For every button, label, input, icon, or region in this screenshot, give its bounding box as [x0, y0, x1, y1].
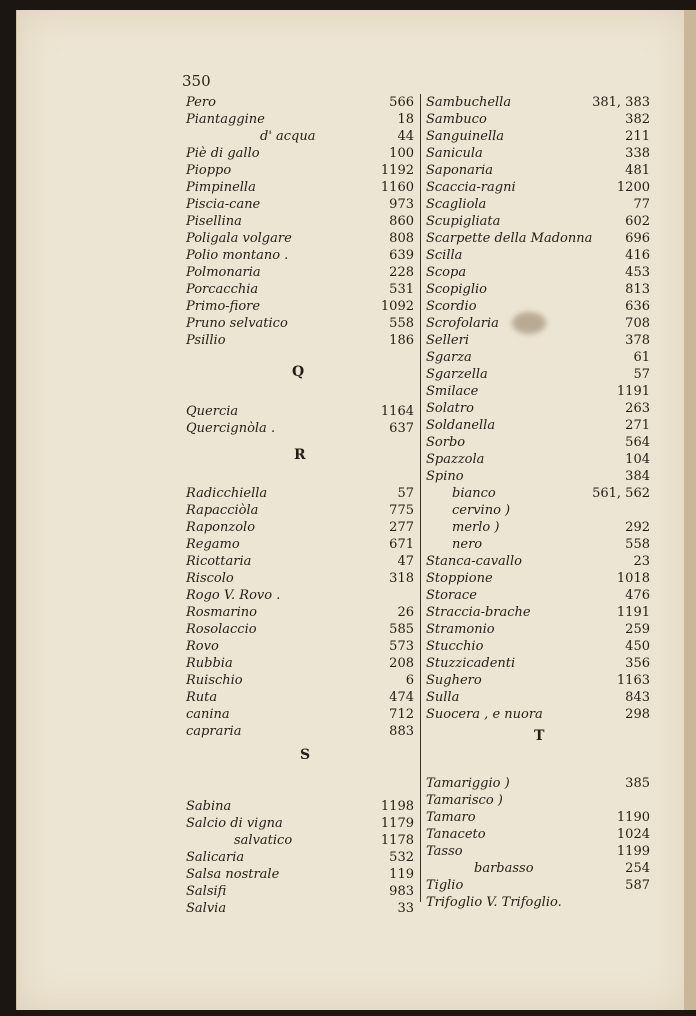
entry-term: Rogo V. Rovo .: [186, 588, 281, 603]
entry-page-number: 384: [625, 469, 650, 484]
index-entry: [426, 400, 650, 417]
entry-page-number: 298: [625, 707, 650, 722]
entry-page-number: 338: [625, 146, 650, 161]
entry-term: Sgarza: [426, 350, 472, 365]
section-letter-s: S: [300, 747, 311, 763]
entry-page-number: 1199: [616, 844, 650, 859]
entry-page-number: 271: [625, 418, 650, 433]
entry-page-number: 474: [389, 690, 414, 705]
index-entry: [186, 420, 414, 437]
index-entry: [186, 553, 414, 570]
entry-term: Scarpette della Madonna: [426, 231, 593, 246]
index-entry: [426, 485, 650, 502]
index-entry: [426, 298, 650, 315]
entry-term: Scilla: [426, 248, 463, 263]
section-letter-t: T: [534, 728, 545, 744]
index-entry: [426, 706, 650, 723]
entry-term: Tamarisco ): [426, 793, 503, 808]
entry-term: d' acqua: [260, 129, 316, 144]
index-entry: [186, 437, 414, 485]
entry-page-number: 531: [389, 282, 414, 297]
entry-page-number: 263: [625, 401, 650, 416]
index-entry: [426, 655, 650, 672]
entry-page-number: 57: [397, 486, 414, 501]
entry-page-number: 277: [389, 520, 414, 535]
index-entry: [186, 403, 414, 420]
index-entry: [426, 751, 650, 775]
entry-term: Sanicula: [426, 146, 483, 161]
entry-term: Spazzola: [426, 452, 485, 467]
right-index-column: [426, 94, 650, 911]
entry-term: Trifoglio V. Trifoglio.: [426, 895, 562, 910]
entry-page-number: 712: [389, 707, 414, 722]
entry-term: Polmonaria: [186, 265, 261, 280]
index-entry: [186, 145, 414, 162]
index-entry: [426, 894, 650, 911]
index-entry: [426, 604, 650, 621]
entry-term: Sughero: [426, 673, 482, 688]
index-entry: [426, 519, 650, 536]
entry-term: Regamo: [186, 537, 240, 552]
entry-page-number: 381, 383: [592, 95, 650, 110]
entry-page-number: 61: [633, 350, 650, 365]
index-entry: [426, 451, 650, 468]
entry-page-number: 973: [389, 197, 414, 212]
index-entry: [186, 621, 414, 638]
index-entry: [426, 723, 650, 751]
entry-term: Pimpinella: [186, 180, 256, 195]
entry-term: merlo ): [452, 520, 500, 535]
entry-page-number: 1192: [380, 163, 414, 178]
entry-page-number: 573: [389, 639, 414, 654]
index-entry: [186, 128, 414, 145]
entry-term: Smilace: [426, 384, 479, 399]
entry-term: Pioppo: [186, 163, 232, 178]
index-entry: [186, 264, 414, 281]
index-entry: [186, 638, 414, 655]
entry-page-number: 1018: [616, 571, 650, 586]
entry-page-number: 356: [625, 656, 650, 671]
entry-term: Stoppione: [426, 571, 493, 586]
entry-term: Sabina: [186, 799, 232, 814]
entry-page-number: 561, 562: [592, 486, 650, 501]
entry-page-number: 1178: [380, 833, 414, 848]
section-letter-r: R: [294, 447, 306, 463]
index-entry: [426, 553, 650, 570]
index-entry: [426, 145, 650, 162]
entry-term: Sambuchella: [426, 95, 512, 110]
index-entry: [426, 877, 650, 894]
entry-term: Stramonio: [426, 622, 495, 637]
index-entry: [186, 849, 414, 866]
entry-term: Piantaggine: [186, 112, 265, 127]
entry-page-number: 602: [625, 214, 650, 229]
entry-page-number: 481: [625, 163, 650, 178]
entry-term: Tiglio: [426, 878, 464, 893]
entry-term: Rovo: [186, 639, 219, 654]
index-entry: [426, 349, 650, 366]
index-entry: [426, 332, 650, 349]
entry-term: Salvia: [186, 901, 227, 916]
entry-page-number: 843: [625, 690, 650, 705]
entry-term: Tamaro: [426, 810, 476, 825]
index-entry: [426, 672, 650, 689]
entry-term: Piscia-cane: [186, 197, 261, 212]
entry-term: Suocera , e nuora: [426, 707, 543, 722]
entry-page-number: 385: [625, 776, 650, 791]
entry-page-number: 883: [389, 724, 414, 739]
index-entry: [426, 315, 650, 332]
entry-page-number: 18: [397, 112, 414, 127]
entry-term: Primo-fiore: [186, 299, 261, 314]
entry-page-number: 1191: [616, 384, 650, 399]
entry-page-number: 100: [389, 146, 414, 161]
entry-term: Stanca-cavallo: [426, 554, 522, 569]
entry-term: Piè di gallo: [186, 146, 260, 161]
index-entry: [426, 860, 650, 877]
entry-page-number: 228: [389, 265, 414, 280]
index-entry: [426, 638, 650, 655]
index-entry: [186, 502, 414, 519]
entry-page-number: 476: [625, 588, 650, 603]
entry-page-number: 636: [625, 299, 650, 314]
entry-term: Solatro: [426, 401, 474, 416]
entry-term: Scaccia-ragni: [426, 180, 516, 195]
column-divider: [420, 94, 421, 902]
entry-page-number: 104: [625, 452, 650, 467]
entry-page-number: 587: [625, 878, 650, 893]
entry-page-number: 259: [625, 622, 650, 637]
index-entry: [186, 196, 414, 213]
entry-term: bianco: [452, 486, 496, 501]
entry-term: Salsa nostrale: [186, 867, 280, 882]
index-entry: [186, 485, 414, 502]
index-entry: [426, 281, 650, 298]
entry-page-number: 450: [625, 639, 650, 654]
index-entry: [186, 213, 414, 230]
entry-page-number: 1164: [380, 404, 414, 419]
entry-term: Salcio di vigna: [186, 816, 283, 831]
index-entry: [186, 519, 414, 536]
entry-term: Scupigliata: [426, 214, 501, 229]
index-entry: [426, 213, 650, 230]
entry-term: Sulla: [426, 690, 460, 705]
left-index-column: [186, 94, 414, 917]
entry-page-number: 1024: [616, 827, 650, 842]
entry-term: Sambuco: [426, 112, 487, 127]
entry-page-number: 639: [389, 248, 414, 263]
entry-term: Rosolaccio: [186, 622, 257, 637]
index-entry: [426, 417, 650, 434]
index-entry: [426, 468, 650, 485]
entry-term: Rapacciòla: [186, 503, 259, 518]
entry-page-number: 47: [397, 554, 414, 569]
index-entry: [186, 247, 414, 264]
section-letter-q: Q: [292, 364, 305, 380]
index-entry: [186, 315, 414, 332]
index-entry: [426, 502, 650, 519]
page-number: 350: [182, 72, 211, 90]
index-entry: [186, 179, 414, 196]
entry-term: Sgarzella: [426, 367, 488, 382]
entry-page-number: 1198: [380, 799, 414, 814]
entry-term: Soldanella: [426, 418, 496, 433]
entry-page-number: 585: [389, 622, 414, 637]
entry-term: Rubbia: [186, 656, 233, 671]
entry-term: Tanaceto: [426, 827, 486, 842]
index-entry: [426, 775, 650, 792]
entry-page-number: 6: [405, 673, 414, 688]
index-entry: [186, 349, 414, 403]
entry-term: Quercignòla .: [186, 421, 276, 436]
entry-term: Scopa: [426, 265, 467, 280]
entry-term: Pero: [186, 95, 216, 110]
entry-page-number: 26: [397, 605, 414, 620]
index-entry: [426, 230, 650, 247]
entry-term: Porcacchia: [186, 282, 259, 297]
index-entry: [426, 94, 650, 111]
entry-page-number: 254: [625, 861, 650, 876]
entry-page-number: 558: [625, 537, 650, 552]
index-entry: [426, 111, 650, 128]
index-entry: [426, 587, 650, 604]
index-entry: [186, 706, 414, 723]
index-entry: [426, 366, 650, 383]
index-entry: [186, 332, 414, 349]
index-entry: [186, 672, 414, 689]
index-entry: [186, 94, 414, 111]
entry-term: nero: [452, 537, 483, 552]
index-entry: [186, 900, 414, 917]
entry-page-number: 558: [389, 316, 414, 331]
index-entry: [186, 230, 414, 247]
entry-term: Sanguinella: [426, 129, 505, 144]
entry-page-number: 1092: [380, 299, 414, 314]
index-entry: [426, 826, 650, 843]
entry-page-number: 77: [633, 197, 650, 212]
entry-page-number: 416: [625, 248, 650, 263]
page-edge: [684, 10, 696, 1010]
entry-page-number: 775: [389, 503, 414, 518]
entry-page-number: 1190: [616, 810, 650, 825]
index-entry: [426, 792, 650, 809]
entry-page-number: 33: [397, 901, 414, 916]
entry-page-number: 1160: [380, 180, 414, 195]
entry-page-number: 1200: [616, 180, 650, 195]
entry-page-number: 983: [389, 884, 414, 899]
index-entry: [426, 196, 650, 213]
entry-term: Sorbo: [426, 435, 466, 450]
index-entry: [426, 570, 650, 587]
entry-term: Rosmarino: [186, 605, 257, 620]
index-entry: [186, 536, 414, 553]
entry-page-number: 564: [625, 435, 650, 450]
index-entry: [186, 815, 414, 832]
index-entry: [426, 689, 650, 706]
index-entry: [186, 798, 414, 815]
entry-term: Poligala volgare: [186, 231, 292, 246]
index-entry: [186, 570, 414, 587]
index-entry: [186, 866, 414, 883]
entry-page-number: 44: [397, 129, 414, 144]
entry-page-number: 382: [625, 112, 650, 127]
entry-page-number: 696: [625, 231, 650, 246]
entry-term: canina: [186, 707, 230, 722]
entry-term: Pruno selvatico: [186, 316, 288, 331]
entry-term: Pisellina: [186, 214, 242, 229]
entry-term: Spino: [426, 469, 464, 484]
entry-term: Scrofolaria: [426, 316, 499, 331]
entry-term: Scopiglio: [426, 282, 487, 297]
entry-term: Raponzolo: [186, 520, 256, 535]
index-entry: [186, 162, 414, 179]
index-entry: [186, 740, 414, 798]
entry-page-number: 453: [625, 265, 650, 280]
entry-page-number: 808: [389, 231, 414, 246]
entry-page-number: 532: [389, 850, 414, 865]
entry-term: Ruischio: [186, 673, 243, 688]
entry-term: Salsifi: [186, 884, 227, 899]
entry-page-number: 208: [389, 656, 414, 671]
index-entry: [426, 434, 650, 451]
entry-term: Scordio: [426, 299, 477, 314]
entry-term: Scagliola: [426, 197, 487, 212]
index-entry: [186, 883, 414, 900]
index-entry: [186, 604, 414, 621]
entry-term: Stuzzicadenti: [426, 656, 516, 671]
index-entry: [426, 843, 650, 860]
entry-page-number: 566: [389, 95, 414, 110]
entry-page-number: 23: [633, 554, 650, 569]
entry-term: Storace: [426, 588, 477, 603]
entry-page-number: 186: [389, 333, 414, 348]
entry-term: Stucchio: [426, 639, 484, 654]
entry-term: capraria: [186, 724, 242, 739]
entry-term: Ricottaria: [186, 554, 252, 569]
entry-page-number: 318: [389, 571, 414, 586]
entry-term: Quercia: [186, 404, 239, 419]
entry-page-number: 119: [389, 867, 414, 882]
index-entry: [426, 536, 650, 553]
entry-page-number: 57: [633, 367, 650, 382]
entry-page-number: 1179: [380, 816, 414, 831]
entry-term: Riscolo: [186, 571, 234, 586]
entry-term: Selleri: [426, 333, 469, 348]
entry-page-number: 813: [625, 282, 650, 297]
entry-term: Ruta: [186, 690, 218, 705]
entry-term: barbasso: [474, 861, 534, 876]
index-entry: [186, 281, 414, 298]
entry-term: Straccia-brache: [426, 605, 531, 620]
index-entry: [426, 247, 650, 264]
index-entry: [426, 128, 650, 145]
entry-page-number: 708: [625, 316, 650, 331]
entry-term: Saponaria: [426, 163, 494, 178]
index-entry: [186, 689, 414, 706]
index-entry: [186, 655, 414, 672]
index-entry: [186, 111, 414, 128]
entry-term: Psillio: [186, 333, 226, 348]
entry-page-number: 211: [625, 129, 650, 144]
index-entry: [186, 723, 414, 740]
entry-page-number: 671: [389, 537, 414, 552]
entry-page-number: 637: [389, 421, 414, 436]
index-entry: [426, 162, 650, 179]
entry-page-number: 860: [389, 214, 414, 229]
entry-term: cervino ): [452, 503, 511, 518]
index-entry: [426, 179, 650, 196]
entry-term: Tasso: [426, 844, 463, 859]
entry-page-number: 378: [625, 333, 650, 348]
entry-page-number: 1191: [616, 605, 650, 620]
index-entry: [186, 832, 414, 849]
index-entry: [426, 809, 650, 826]
entry-term: Polio montano .: [186, 248, 289, 263]
entry-term: Tamariggio ): [426, 776, 510, 791]
index-entry: [426, 621, 650, 638]
index-entry: [426, 383, 650, 400]
index-entry: [426, 264, 650, 281]
entry-term: Salicaria: [186, 850, 245, 865]
entry-term: Radicchiella: [186, 486, 268, 501]
entry-term: salvatico: [234, 833, 293, 848]
index-entry: [186, 298, 414, 315]
index-entry: [186, 587, 414, 604]
entry-page-number: 1163: [616, 673, 650, 688]
entry-page-number: 292: [625, 520, 650, 535]
